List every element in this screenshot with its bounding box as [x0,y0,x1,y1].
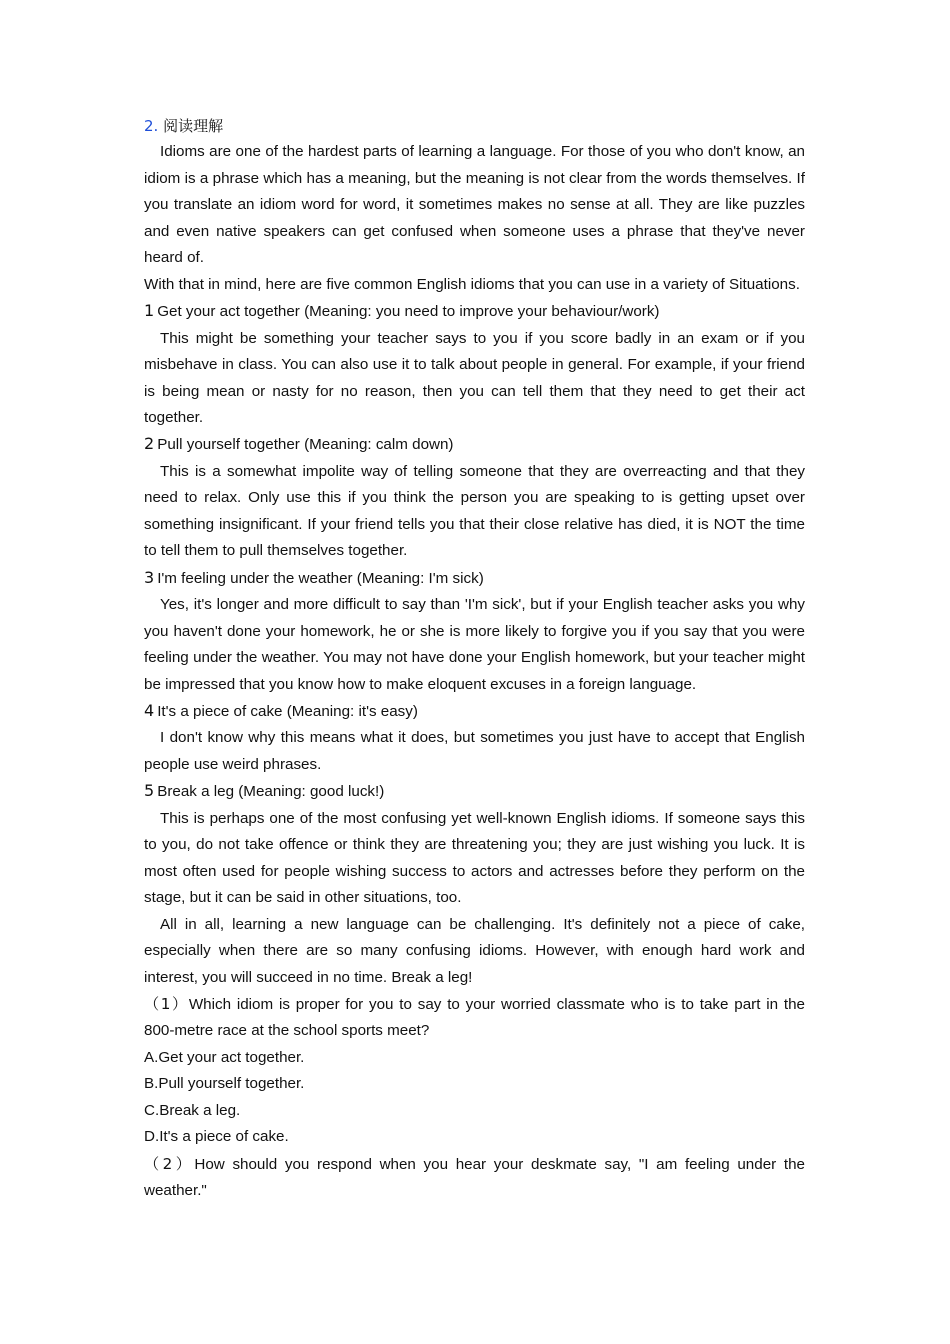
idiom-2 [144,431,805,564]
intro-paragraph-2: With that in mind, here are five common English idioms that you can use in a variety of Situations. [144,275,800,293]
question-1 [144,991,805,1151]
question-number: （2） [144,1154,195,1173]
question-text [144,1151,805,1205]
question-prompt: How should you respond when you hear your deskmate say, "I am feeling under the weather." [144,1155,805,1200]
idiom-3 [144,565,805,698]
idiom-heading [144,298,805,325]
question-text [144,991,805,1045]
idiom-number: 4 [144,700,155,720]
idiom-body: This is perhaps one of the most confusing yet well-known English idioms. If someone says this to you, do not take offence or think they are threatening you; they are just wishing you luck. It is most often used for people wishing success to actors and actresses before they perform on the stage, but it can be said in other situations, too. [144,809,805,907]
idiom-5 [144,778,805,911]
idiom-title: I'm feeling under the weather (Meaning: I'm sick) [157,569,484,587]
idiom-number: 1 [144,301,155,321]
option-b[interactable]: B.Pull yourself together. [144,1075,305,1093]
option-d[interactable]: D.It's a piece of cake. [144,1128,289,1146]
idiom-title: Pull yourself together (Meaning: calm down) [157,436,454,454]
question-prompt: Which idiom is proper for you to say to your worried classmate who is to take part in the 800-metre race at the school sports meet? [144,995,806,1040]
idiom-1 [144,298,805,431]
question-number: （1） [144,994,189,1013]
section-number: 2. [144,117,159,135]
idiom-number: 2 [144,434,155,454]
idiom-number: 3 [144,567,155,587]
idiom-heading [144,778,805,805]
idiom-title: Break a leg (Meaning: good luck!) [157,783,385,801]
idiom-4 [144,698,805,778]
idiom-title: Get your act together (Meaning: you need to improve your behaviour/work) [157,303,660,321]
section-heading [144,113,805,139]
section-title: 阅读理解 [163,117,224,135]
idiom-body: Yes, it's longer and more difficult to say than 'I'm sick', but if your English teacher asks you why you haven't done your homework, he or she is more likely to forgive you if you say that you were feeling under the weather. You may not have done your English homework, but your teacher might be impressed that you know how to make eloquent excuses in a foreign language. [144,596,805,693]
option-c[interactable]: C.Break a leg. [144,1101,241,1119]
idiom-number: 5 [144,781,155,801]
idiom-title: It's a piece of cake (Meaning: it's easy) [157,702,418,720]
idiom-heading [144,698,805,725]
idiom-body: This might be something your teacher says to you if you score badly in an exam or if you misbehave in class. You can also use it to talk about people in general. For example, if your friend is being mean or nasty for no reason, then you can tell them that they need to get their act together. [144,329,805,426]
idiom-body: This is a somewhat impolite way of telling someone that they are overreacting and that they need to relax. Only use this if you think the person you are speaking to is getting upset over something insignificant. If your friend tells you that their close relative has died, it is NOT the time to tell them to pull themselves together. [144,462,805,560]
idiom-heading [144,565,805,592]
reading-section [144,113,805,1205]
intro-paragraph-1: Idioms are one of the hardest parts of learning a language. For those of you who don't know, an idiom is a phrase which has a meaning, but the meaning is not clear from the words themselves. If you translate an idiom word for word, it sometimes makes no sense at all. They are like puzzles and even native speakers can get confused when someone uses a phrase that they've never heard of. [144,143,805,267]
conclusion-paragraph: All in all, learning a new language can be challenging. It's definitely not a piece of cake, especially when there are so many confusing idioms. However, with enough hard work and interest, you will succeed in no time. Break a leg! [144,915,805,986]
idiom-heading [144,431,805,458]
idiom-body: I don't know why this means what it does, but sometimes you just have to accept that English people use weird phrases. [144,729,805,773]
option-a[interactable]: A.Get your act together. [144,1048,305,1066]
question-2 [144,1151,805,1205]
